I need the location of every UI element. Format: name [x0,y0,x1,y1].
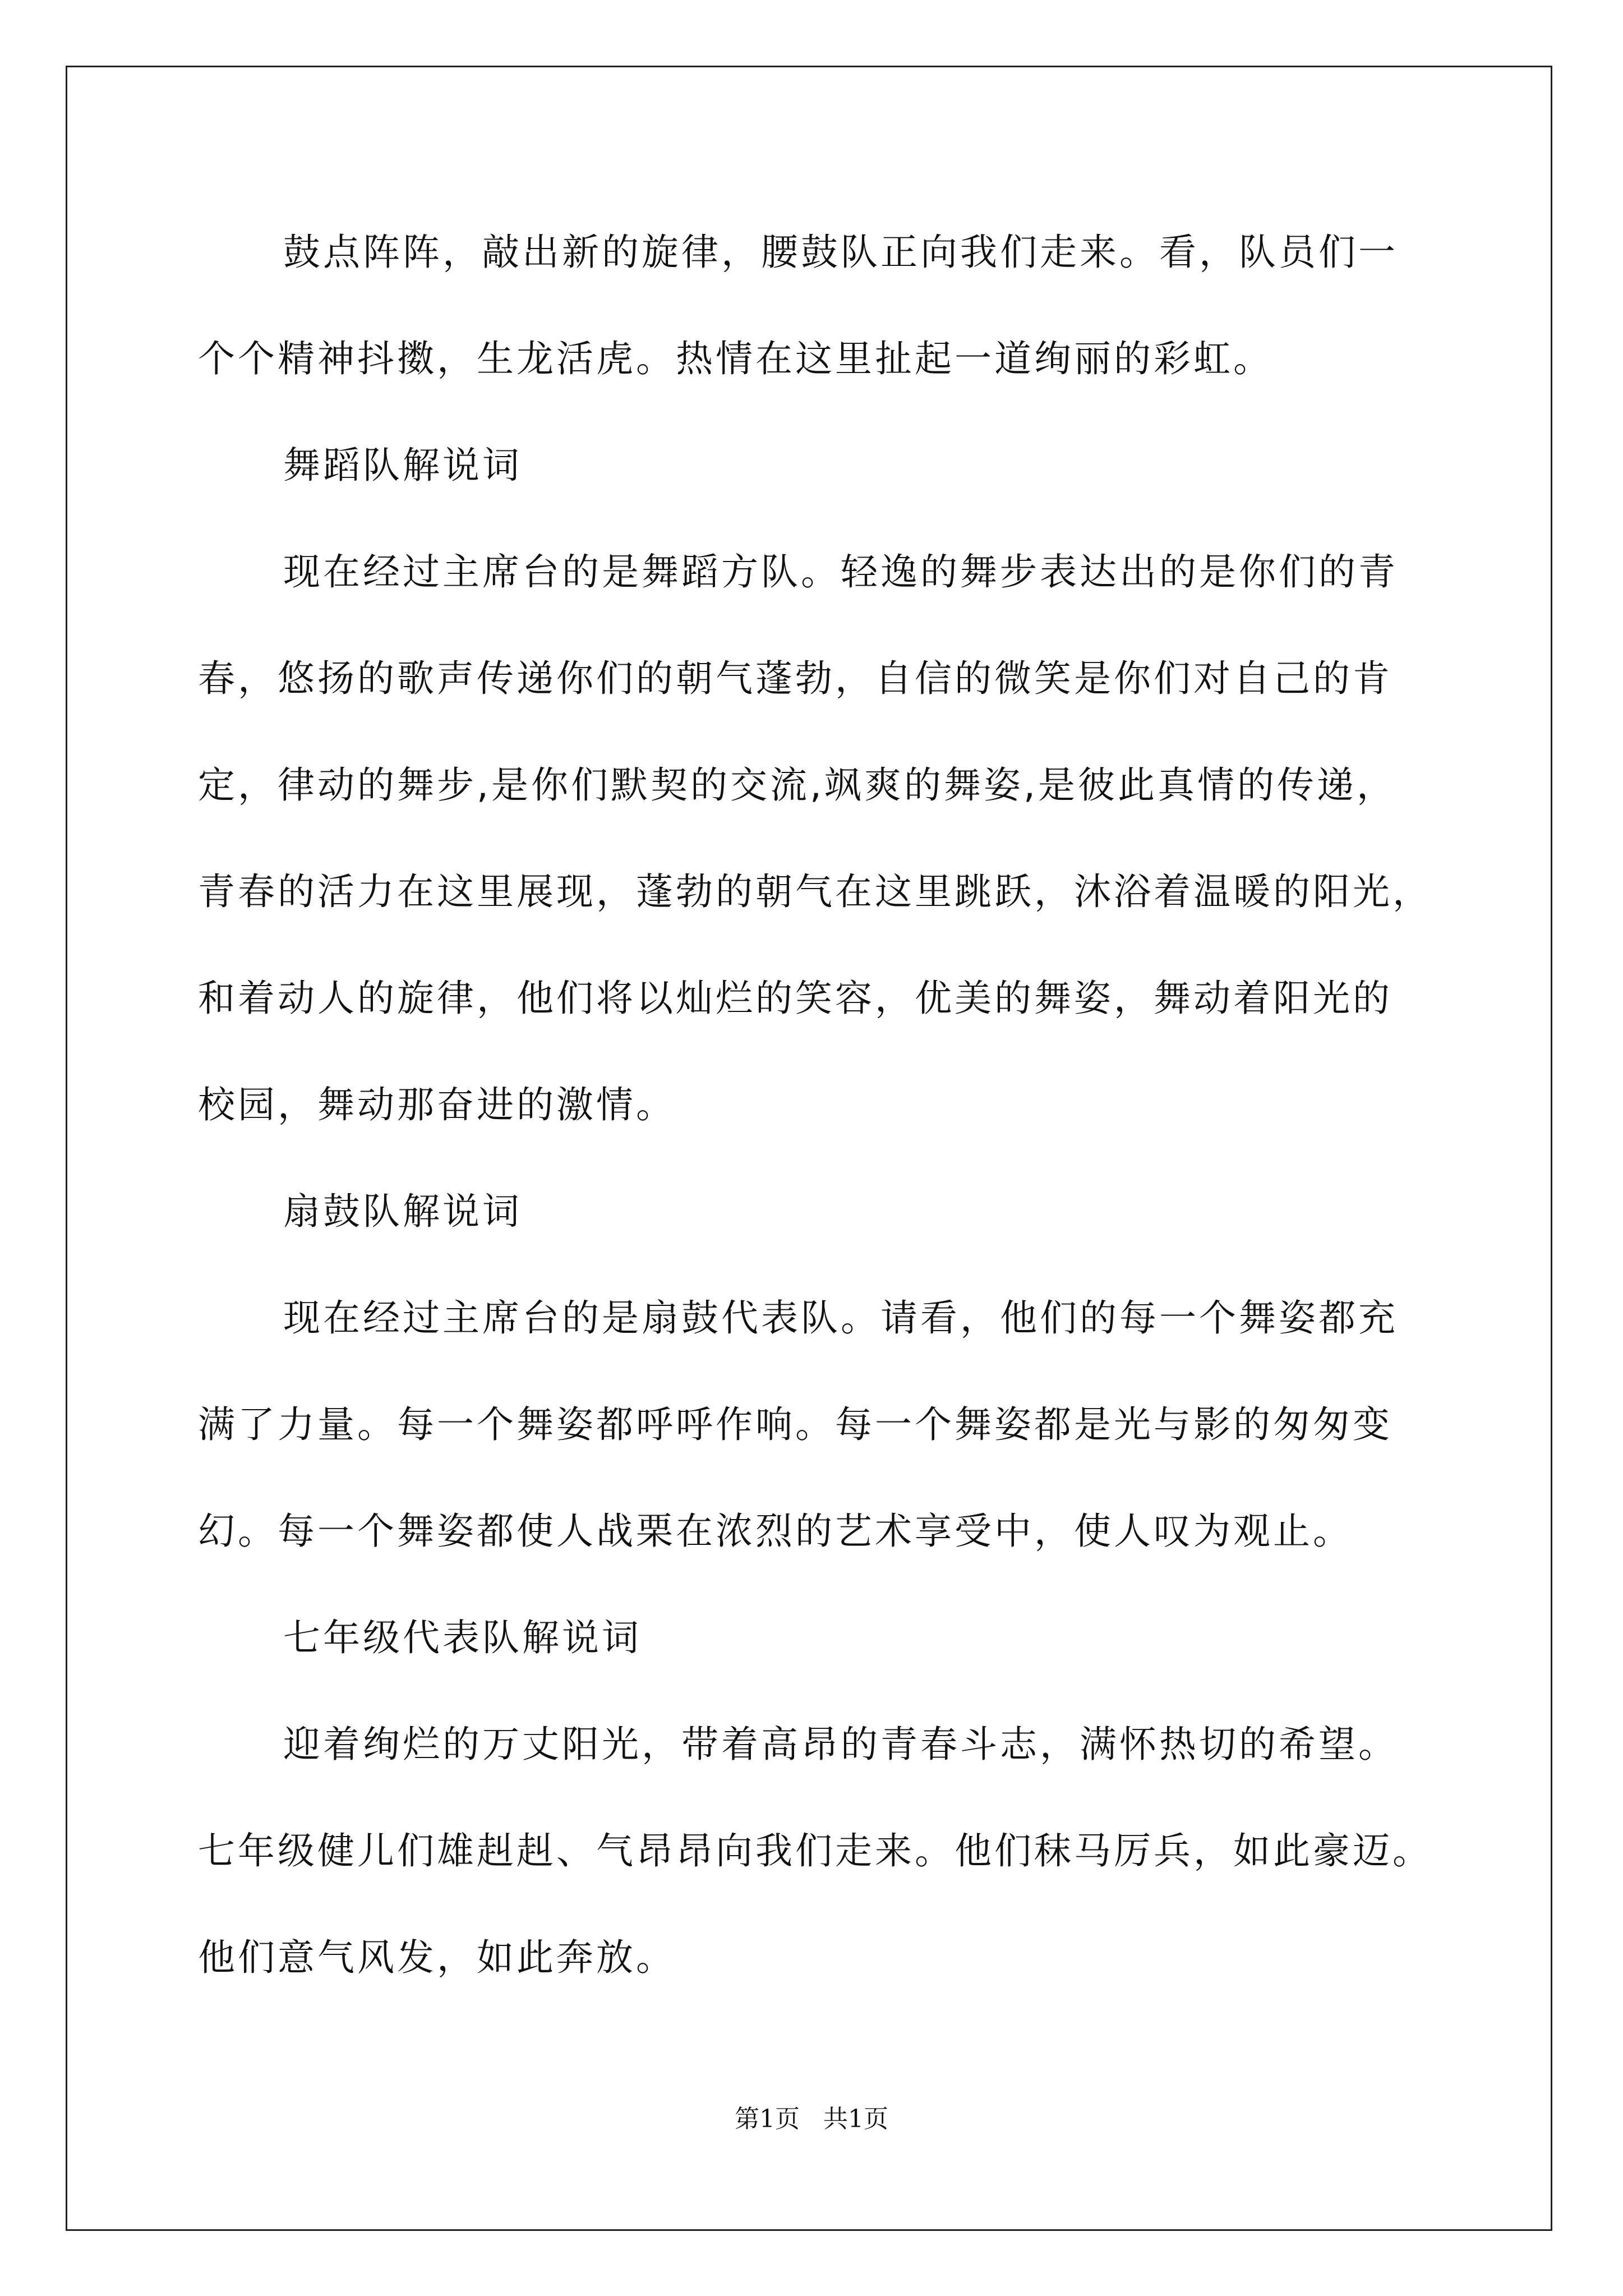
page-number: 第1页 [735,2105,800,2133]
paragraph-line: 七年级健儿们雄赳赳、气昂昂向我们走来。他们秣马厉兵，如此豪迈。 [198,1829,1432,1872]
section-heading: 扇鼓队解说词 [283,1190,522,1233]
paragraph-line: 现在经过主席台的是扇鼓代表队。请看，他们的每一个舞姿都充 [283,1296,1398,1340]
paragraph-line: 幻。每一个舞姿都使人战栗在浓烈的艺术享受中，使人叹为观止。 [198,1510,1353,1553]
page-footer [0,2102,1623,2136]
paragraph-line: 和着动人的旋律，他们将以灿烂的笑容，优美的舞姿，舞动着阳光的 [198,977,1393,1020]
paragraph-line: 个个精神抖擞，生龙活虎。热情在这里扯起一道绚丽的彩虹。 [198,337,1273,380]
section-heading: 七年级代表队解说词 [283,1616,642,1659]
paragraph-line: 校园，舞动那奋进的激情。 [198,1083,676,1126]
section-heading: 舞蹈队解说词 [283,444,522,487]
paragraph-line: 鼓点阵阵，敲出新的旋律，腰鼓队正向我们走来。看，队员们一 [283,231,1398,274]
paragraph-line: 他们意气风发，如此奔放。 [198,1936,676,1979]
paragraph-line: 迎着绚烂的万丈阳光，带着高昂的青春斗志，满怀热切的希望。 [283,1723,1398,1766]
paragraph-line: 定，律动的舞步,是你们默契的交流,飒爽的舞姿,是彼此真情的传递， [198,763,1396,807]
paragraph-line: 现在经过主席台的是舞蹈方队。轻逸的舞步表达出的是你们的青 [283,550,1398,593]
paragraph-line: 满了力量。每一个舞姿都呼呼作响。每一个舞姿都是光与影的匆匆变 [198,1403,1393,1446]
document-body [198,199,1471,2011]
paragraph-line: 春，悠扬的歌声传递你们的朝气蓬勃，自信的微笑是你们对自己的肯 [198,657,1393,700]
page-total: 共1页 [823,2105,888,2133]
paragraph-line: 青春的活力在这里展现，蓬勃的朝气在这里跳跃，沐浴着温暖的阳光， [198,870,1432,913]
